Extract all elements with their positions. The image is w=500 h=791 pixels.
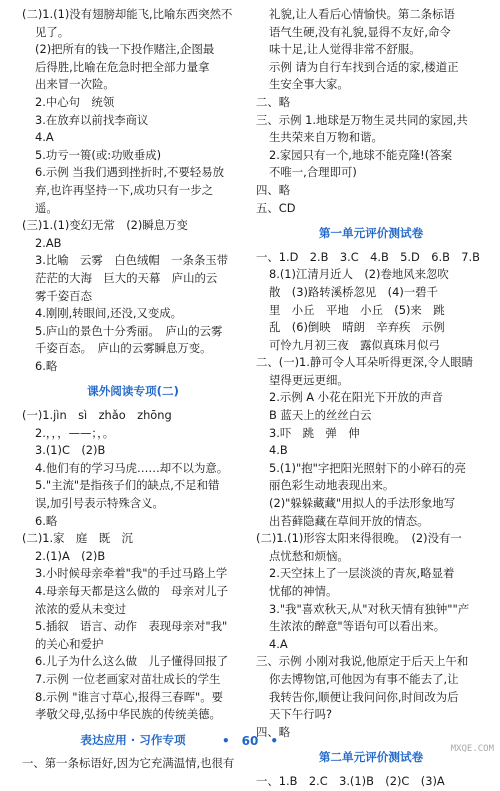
answer-line: 3.吓 跳 弹 伸 bbox=[269, 425, 360, 440]
answer-line: 3.(1)C (2)B bbox=[35, 443, 106, 458]
answer-line: 点忧愁和烦恼。 bbox=[269, 548, 349, 563]
answer-line: 语气生硬,没有礼貌,显得不友好,命令 bbox=[269, 24, 451, 39]
answer-line: 3."我"喜欢秋天,从"对秋天情有独钟""产 bbox=[269, 601, 470, 616]
watermark-logo: MXQE.COM bbox=[450, 744, 494, 754]
section-title-unit-2-test: 第二单元评价测试卷 bbox=[318, 750, 424, 765]
answer-line: 可怜九月初三夜 露似真珠月似弓 bbox=[269, 337, 440, 352]
answer-line: 丽色彩生动地表现出来。 bbox=[269, 478, 395, 493]
answer-line: 5."主流"是指孩子们的缺点,不足和错 bbox=[35, 478, 220, 493]
answer-line: 示例 请为自行车找到合适的家,楼道正 bbox=[269, 59, 459, 74]
answer-line: 味十足,让人觉得非常不舒服。 bbox=[269, 42, 421, 57]
answer-line: (二)1.(1)形容太阳来得很晚。 (2)没有一 bbox=[256, 531, 462, 546]
answer-line: 孝敬父母,弘扬中华民族的传统美德。 bbox=[35, 707, 221, 722]
answer-line: 5.插叙 语言、动作 表现母亲对"我" bbox=[35, 619, 228, 634]
answer-line: 望得更远更细。 bbox=[269, 372, 349, 387]
answer-line: 千姿百态。 庐山的云雾瞬息万变。 bbox=[35, 341, 212, 356]
answer-line: 6.儿子为什么这么做 儿子懂得回报了 bbox=[35, 654, 229, 669]
answer-line: 雾千姿百态 bbox=[35, 288, 92, 303]
answer-line: 你去博物馆,可他因为有事不能去了,让 bbox=[269, 671, 459, 686]
answer-line: 5.(1)"抱"字把阳光照射下的小碎石的亮 bbox=[269, 460, 466, 475]
answer-line: 后得胜,比喻在危急时把全部力量拿 bbox=[35, 59, 210, 74]
answer-line: 一、第一条标语好,因为它充满温情,也很有 bbox=[22, 756, 235, 771]
section-title-unit-1-test: 第一单元评价测试卷 bbox=[318, 226, 424, 241]
answer-line: 4.B bbox=[269, 443, 288, 458]
answer-line: 2.示例 A 小花在阳光下开放的声音 bbox=[269, 390, 443, 405]
answer-line: 4.母亲每天都是这么做的 母亲对儿子 bbox=[35, 584, 229, 598]
answer-line: 一、1.B 2.C 3.(1)B (2)C (3)A bbox=[256, 773, 445, 788]
answer-line: 四、略 bbox=[256, 724, 291, 739]
answer-line: 不唯一,合理即可) bbox=[269, 165, 357, 180]
answer-line: 二、(一)1.静可令人耳朵听得更深,令人眼睛 bbox=[256, 355, 474, 370]
page-number: • 60 • bbox=[221, 734, 279, 748]
section-title-expression-writing: 表达应用 · 习作专项 bbox=[80, 732, 186, 747]
answer-line: 误,加引号表示特殊含义。 bbox=[35, 496, 164, 511]
answer-line: 弃,也许再坚持一下,成功只有一步之 bbox=[35, 182, 214, 197]
answer-line: 三、示例 小刚对我说,他原定于后天上午和 bbox=[256, 654, 469, 669]
answer-line: B 蓝天上的丝丝白云 bbox=[269, 408, 372, 423]
answer-line: 6.略 bbox=[35, 358, 58, 373]
answer-line: 6.示例 当我们遇到挫折时,不要轻易放 bbox=[35, 165, 224, 180]
answer-line: 天下午行吗? bbox=[269, 707, 332, 722]
answer-line: 7.示例 一位老画家对苗壮成长的学生 bbox=[35, 671, 221, 686]
answer-line: (三)1.(1)变幻无常 (2)瞬息万变 bbox=[22, 218, 188, 233]
answer-line: (二)1.家 庭 既 沉 bbox=[22, 531, 133, 546]
answer-line: (2)把所有的钱一下投作赌注,企图最 bbox=[35, 42, 215, 57]
answer-line: 三、示例 1.地球是万物生灵共同的家园,共 bbox=[256, 112, 468, 127]
right-column bbox=[256, 6, 486, 791]
answer-line: 二、略 bbox=[256, 94, 291, 109]
answer-line: 2.家园只有一个,地球不能克隆!(答案 bbox=[269, 147, 452, 162]
answer-line: 一、1.D 2.B 3.C 4.B 5.D 6.B 7.B bbox=[256, 249, 480, 264]
answer-line: 3.小时候母亲牵着"我"的手过马路上学 bbox=[35, 566, 228, 581]
answer-line: 3.比喻 云雾 白色绒帽 一条条玉带 bbox=[35, 253, 229, 268]
answer-line: 8.(1)江清月近人 (2)卷地风来忽吹 bbox=[269, 267, 449, 282]
answer-line: (一)1.jìn sì zhǎo zhōng bbox=[22, 408, 172, 423]
answer-line: 5.庐山的景色十分秀丽。 庐山的云雾 bbox=[35, 323, 223, 338]
answer-line: 2.天空抹上了一层淡淡的青灰,略显着 bbox=[269, 566, 455, 581]
answer-line: 礼貌,让人看后心情愉快。第二条标语 bbox=[269, 7, 455, 21]
answer-line: (二)1.(1)没有翅膀却能飞,比喻东西突然不 bbox=[22, 7, 233, 21]
answer-line: 2.(1)A (2)B bbox=[35, 548, 106, 563]
answer-line: 2.中心句 统领 bbox=[35, 94, 115, 109]
answers-block-1 bbox=[22, 6, 244, 375]
answer-line: 里 小丘 平地 小丘 (5)来 跳 bbox=[269, 302, 445, 317]
answer-line: 我转告你,顺便让我问问你,时间改为后 bbox=[269, 689, 459, 704]
answer-line: (2)"躲躲藏藏"用拟人的手法形象地写 bbox=[269, 496, 456, 511]
answer-line: 5.功亏一篑(或:功败垂成) bbox=[35, 147, 162, 162]
answer-line: 4.A bbox=[269, 636, 288, 651]
answer-line: 的关心和爱护 bbox=[35, 636, 104, 651]
answer-line: 4.刚刚,转眼间,还没,又变成。 bbox=[35, 306, 183, 321]
answer-line: 4.A bbox=[35, 130, 54, 145]
answer-line: 茫茫的大海 巨大的天幕 庐山的云 bbox=[35, 270, 218, 285]
answer-line: 4.他们有的学习马虎……却不以为意。 bbox=[35, 460, 229, 475]
answer-line: 见了。 bbox=[35, 24, 70, 39]
answer-line: 五、CD bbox=[256, 200, 296, 215]
answer-line: 忧郁的神情。 bbox=[269, 584, 338, 598]
answers-block-2 bbox=[22, 407, 244, 724]
answer-line: 乱 (6)倒映 晴朗 辛弃疾 示例 bbox=[269, 320, 445, 335]
answer-line: 出来冒一次险。 bbox=[35, 77, 115, 92]
answers-block-5 bbox=[256, 249, 486, 742]
answer-line: 6.略 bbox=[35, 513, 58, 528]
answer-line: 生安全事大家。 bbox=[269, 77, 349, 92]
answer-line: 8.示例 "谁言寸草心,报得三春晖"。要 bbox=[35, 689, 224, 704]
answer-line: 生共荣来自万物和谐。 bbox=[269, 130, 383, 145]
answer-line: 生浓浓的醉意"等语句可以看出来。 bbox=[269, 619, 446, 634]
answer-line: 3.在放弃以前找李商议 bbox=[35, 112, 149, 127]
answer-line: 2.AB bbox=[35, 235, 62, 250]
section-title-extracurricular-reading: 课外阅读专项(二) bbox=[87, 384, 179, 399]
answers-block-4 bbox=[256, 6, 486, 217]
answer-line: 遥。 bbox=[35, 200, 58, 215]
answer-line: 浓浓的爱从未变过 bbox=[35, 601, 127, 616]
answers-block-6 bbox=[256, 773, 486, 791]
answer-line: 四、略 bbox=[256, 182, 291, 197]
answer-line: 出苔藓隐藏在草间开放的情态。 bbox=[269, 513, 429, 528]
answer-line: 散 (3)路转溪桥忽见 (4)一碧千 bbox=[269, 284, 438, 299]
answer-line: 2.，，，——；，。 bbox=[35, 425, 115, 440]
left-column bbox=[22, 6, 244, 773]
